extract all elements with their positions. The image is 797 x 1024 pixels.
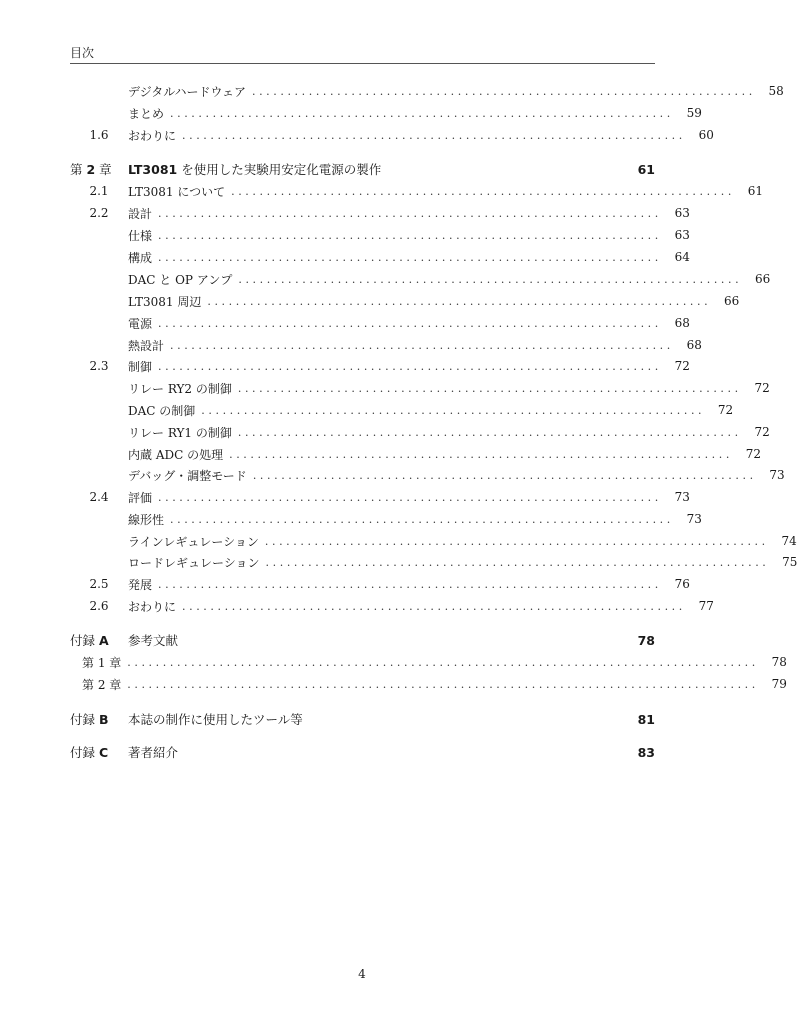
dot-leader: .......................................................................	[170, 512, 674, 526]
dot-leader: .......................................................................	[229, 447, 733, 461]
dot-leader: .......................................................................	[158, 250, 662, 264]
toc-entry-page: 61	[747, 184, 763, 198]
toc-entry-page: 72	[674, 359, 690, 373]
toc-entry[interactable]	[70, 597, 714, 615]
toc-appendix-title: 著者紹介	[128, 745, 179, 760]
toc-chapter-number: 第 2 章	[70, 162, 112, 177]
toc-entry-page: 63	[674, 228, 690, 242]
dot-leader: .......................................................................	[251, 84, 756, 98]
toc-entry-title: LT3081 周辺	[128, 294, 202, 309]
dot-leader: .......................................................................	[158, 206, 662, 220]
toc-entry-title: 内蔵 ADC の処理	[128, 447, 224, 462]
dot-leader: .......................................................................	[158, 577, 662, 591]
toc-entry-page: 79	[771, 677, 787, 691]
toc-appendix-page: 83	[637, 744, 655, 760]
dot-leader: .......................................................................	[182, 599, 686, 613]
dot-leader: .......................................................................	[158, 316, 662, 330]
toc-entry[interactable]	[70, 270, 771, 288]
toc-entry[interactable]	[70, 423, 770, 441]
toc-entry[interactable]	[70, 532, 797, 550]
toc-appendix-number: 付録 B	[70, 712, 109, 727]
dot-leader: .......................................................................	[158, 228, 662, 242]
toc-entry-page: 72	[754, 381, 770, 395]
toc-appendix-title: 参考文献	[128, 633, 179, 648]
toc-chapter-entry[interactable]	[70, 160, 655, 178]
toc-entry-page: 73	[686, 512, 702, 526]
toc-entry-title: 線形性	[128, 512, 165, 527]
toc-entry-page: 66	[754, 272, 771, 286]
toc-appendix-page: 81	[637, 711, 655, 727]
dot-leader: .......................................................................	[207, 294, 712, 308]
toc-entry[interactable]	[70, 226, 690, 244]
toc-entry-page: 76	[674, 577, 690, 591]
dot-leader: .......................................................................	[158, 359, 662, 373]
toc-entry-page: 58	[768, 84, 784, 98]
toc-entry-title: まとめ	[128, 106, 165, 121]
toc-entry-page: 63	[674, 206, 690, 220]
toc-entry-title: 設計	[128, 206, 153, 221]
toc-section-number: 1.6	[89, 128, 109, 142]
toc-entry[interactable]	[70, 575, 690, 593]
dot-leader: .......................................................................	[264, 534, 769, 548]
dot-leader: .......................................................................	[170, 338, 674, 352]
toc-entry[interactable]	[70, 204, 690, 222]
toc-appendix-entry[interactable]	[70, 710, 655, 728]
toc-entry[interactable]	[70, 182, 763, 200]
toc-entry-page: 72	[745, 447, 761, 461]
toc-entry-title: 熱設計	[128, 338, 165, 353]
toc-entry-page: 59	[686, 106, 702, 120]
toc-entry-page: 74	[781, 534, 797, 548]
toc-entry-title: LT3081 について	[128, 184, 226, 199]
toc-entry[interactable]	[70, 379, 770, 397]
dot-leader: .........................................................................................	[127, 655, 759, 669]
toc-entry-page: 68	[686, 338, 702, 352]
toc-entry[interactable]	[70, 104, 702, 122]
dot-leader: .......................................................................	[252, 468, 757, 482]
toc-entry-page: 77	[698, 599, 714, 613]
toc-entry[interactable]	[70, 292, 740, 310]
toc-entry[interactable]	[70, 126, 714, 144]
toc-appendix-number: 付録 C	[70, 745, 109, 760]
toc-entry-title: リレー RY1 の制御	[128, 425, 232, 440]
toc-entry-page: 78	[771, 655, 787, 669]
toc-entry[interactable]	[70, 510, 702, 528]
dot-leader: .......................................................................	[182, 128, 686, 142]
toc-appendix-number: 付録 A	[70, 633, 109, 648]
toc-entry[interactable]	[70, 357, 690, 375]
toc-entry-title: おわりに	[128, 599, 177, 614]
dot-leader: .......................................................................	[237, 381, 742, 395]
toc-entry-page: 75	[782, 555, 797, 569]
dot-leader: .......................................................................	[231, 184, 735, 198]
toc-entry-title: DAC の制御	[128, 403, 196, 418]
toc-chapter-title: LT3081 を使用した実験用安定化電源の製作	[128, 162, 382, 177]
dot-leader: .........................................................................................	[127, 677, 759, 691]
toc-entry-title: 評価	[128, 490, 153, 505]
toc-entry-page: 73	[769, 468, 785, 482]
toc-section-number: 2.6	[89, 599, 109, 613]
toc-entry-page: 73	[674, 490, 690, 504]
page-number: 4	[358, 967, 366, 981]
running-header: 目次	[70, 46, 95, 60]
toc-entry-title: ラインレギュレーション	[128, 534, 259, 549]
toc-section-number: 2.4	[89, 490, 109, 504]
toc-entry[interactable]	[70, 675, 787, 693]
toc-entry-page: 64	[674, 250, 690, 264]
toc-entry-page: 72	[754, 425, 770, 439]
toc-section-number: 2.2	[89, 206, 109, 220]
toc-entry-title: おわりに	[128, 128, 177, 143]
toc-chapter-page: 61	[637, 161, 655, 177]
toc-entry[interactable]	[70, 488, 690, 506]
toc-entry[interactable]	[70, 653, 787, 671]
toc-appendix-entry[interactable]	[70, 743, 655, 761]
toc-entry[interactable]	[70, 314, 690, 332]
toc-section-number: 2.1	[89, 184, 109, 198]
toc-entry-title: DAC と OP アンプ	[128, 272, 233, 287]
toc-entry-page: 66	[723, 294, 740, 308]
dot-leader: .......................................................................	[237, 425, 742, 439]
toc-entry[interactable]	[70, 82, 784, 100]
toc-entry-title: 第 1 章	[82, 655, 122, 670]
dot-leader: .......................................................................	[158, 490, 662, 504]
toc-entry-title: 第 2 章	[82, 677, 122, 692]
toc-entry-title: リレー RY2 の制御	[128, 381, 232, 396]
dot-leader: .......................................................................	[265, 555, 770, 569]
toc-entry[interactable]	[70, 466, 785, 484]
toc-entry-title: 発展	[128, 577, 153, 592]
toc-entry-title: ロードレギュレーション	[128, 555, 260, 570]
toc-entry-title: 制御	[128, 359, 153, 374]
dot-leader: .......................................................................	[238, 272, 743, 286]
toc-appendix-page: 78	[637, 632, 655, 648]
toc-entry[interactable]	[70, 553, 797, 571]
toc-entry-page: 68	[674, 316, 690, 330]
toc-section-number: 2.3	[89, 359, 109, 373]
toc-entry[interactable]	[70, 445, 761, 463]
toc-entry-page: 72	[717, 403, 734, 417]
toc-entry[interactable]	[70, 336, 702, 354]
toc-appendix-title: 本誌の制作に使用したツール等	[128, 712, 303, 727]
toc-entry-title: デジタルハードウェア	[128, 84, 246, 99]
toc-entry[interactable]	[70, 401, 734, 419]
toc-entry-title: 電源	[128, 316, 153, 331]
dot-leader: .......................................................................	[201, 403, 706, 417]
toc-entry[interactable]	[70, 248, 690, 266]
toc-section-number: 2.5	[89, 577, 109, 591]
toc-appendix-entry[interactable]	[70, 631, 655, 649]
toc-entry-title: 仕様	[128, 228, 153, 243]
toc-entry-page: 60	[698, 128, 714, 142]
dot-leader: .......................................................................	[170, 106, 674, 120]
toc-entry-title: デバッグ・調整モード	[128, 468, 247, 483]
toc-entry-title: 構成	[128, 250, 153, 265]
